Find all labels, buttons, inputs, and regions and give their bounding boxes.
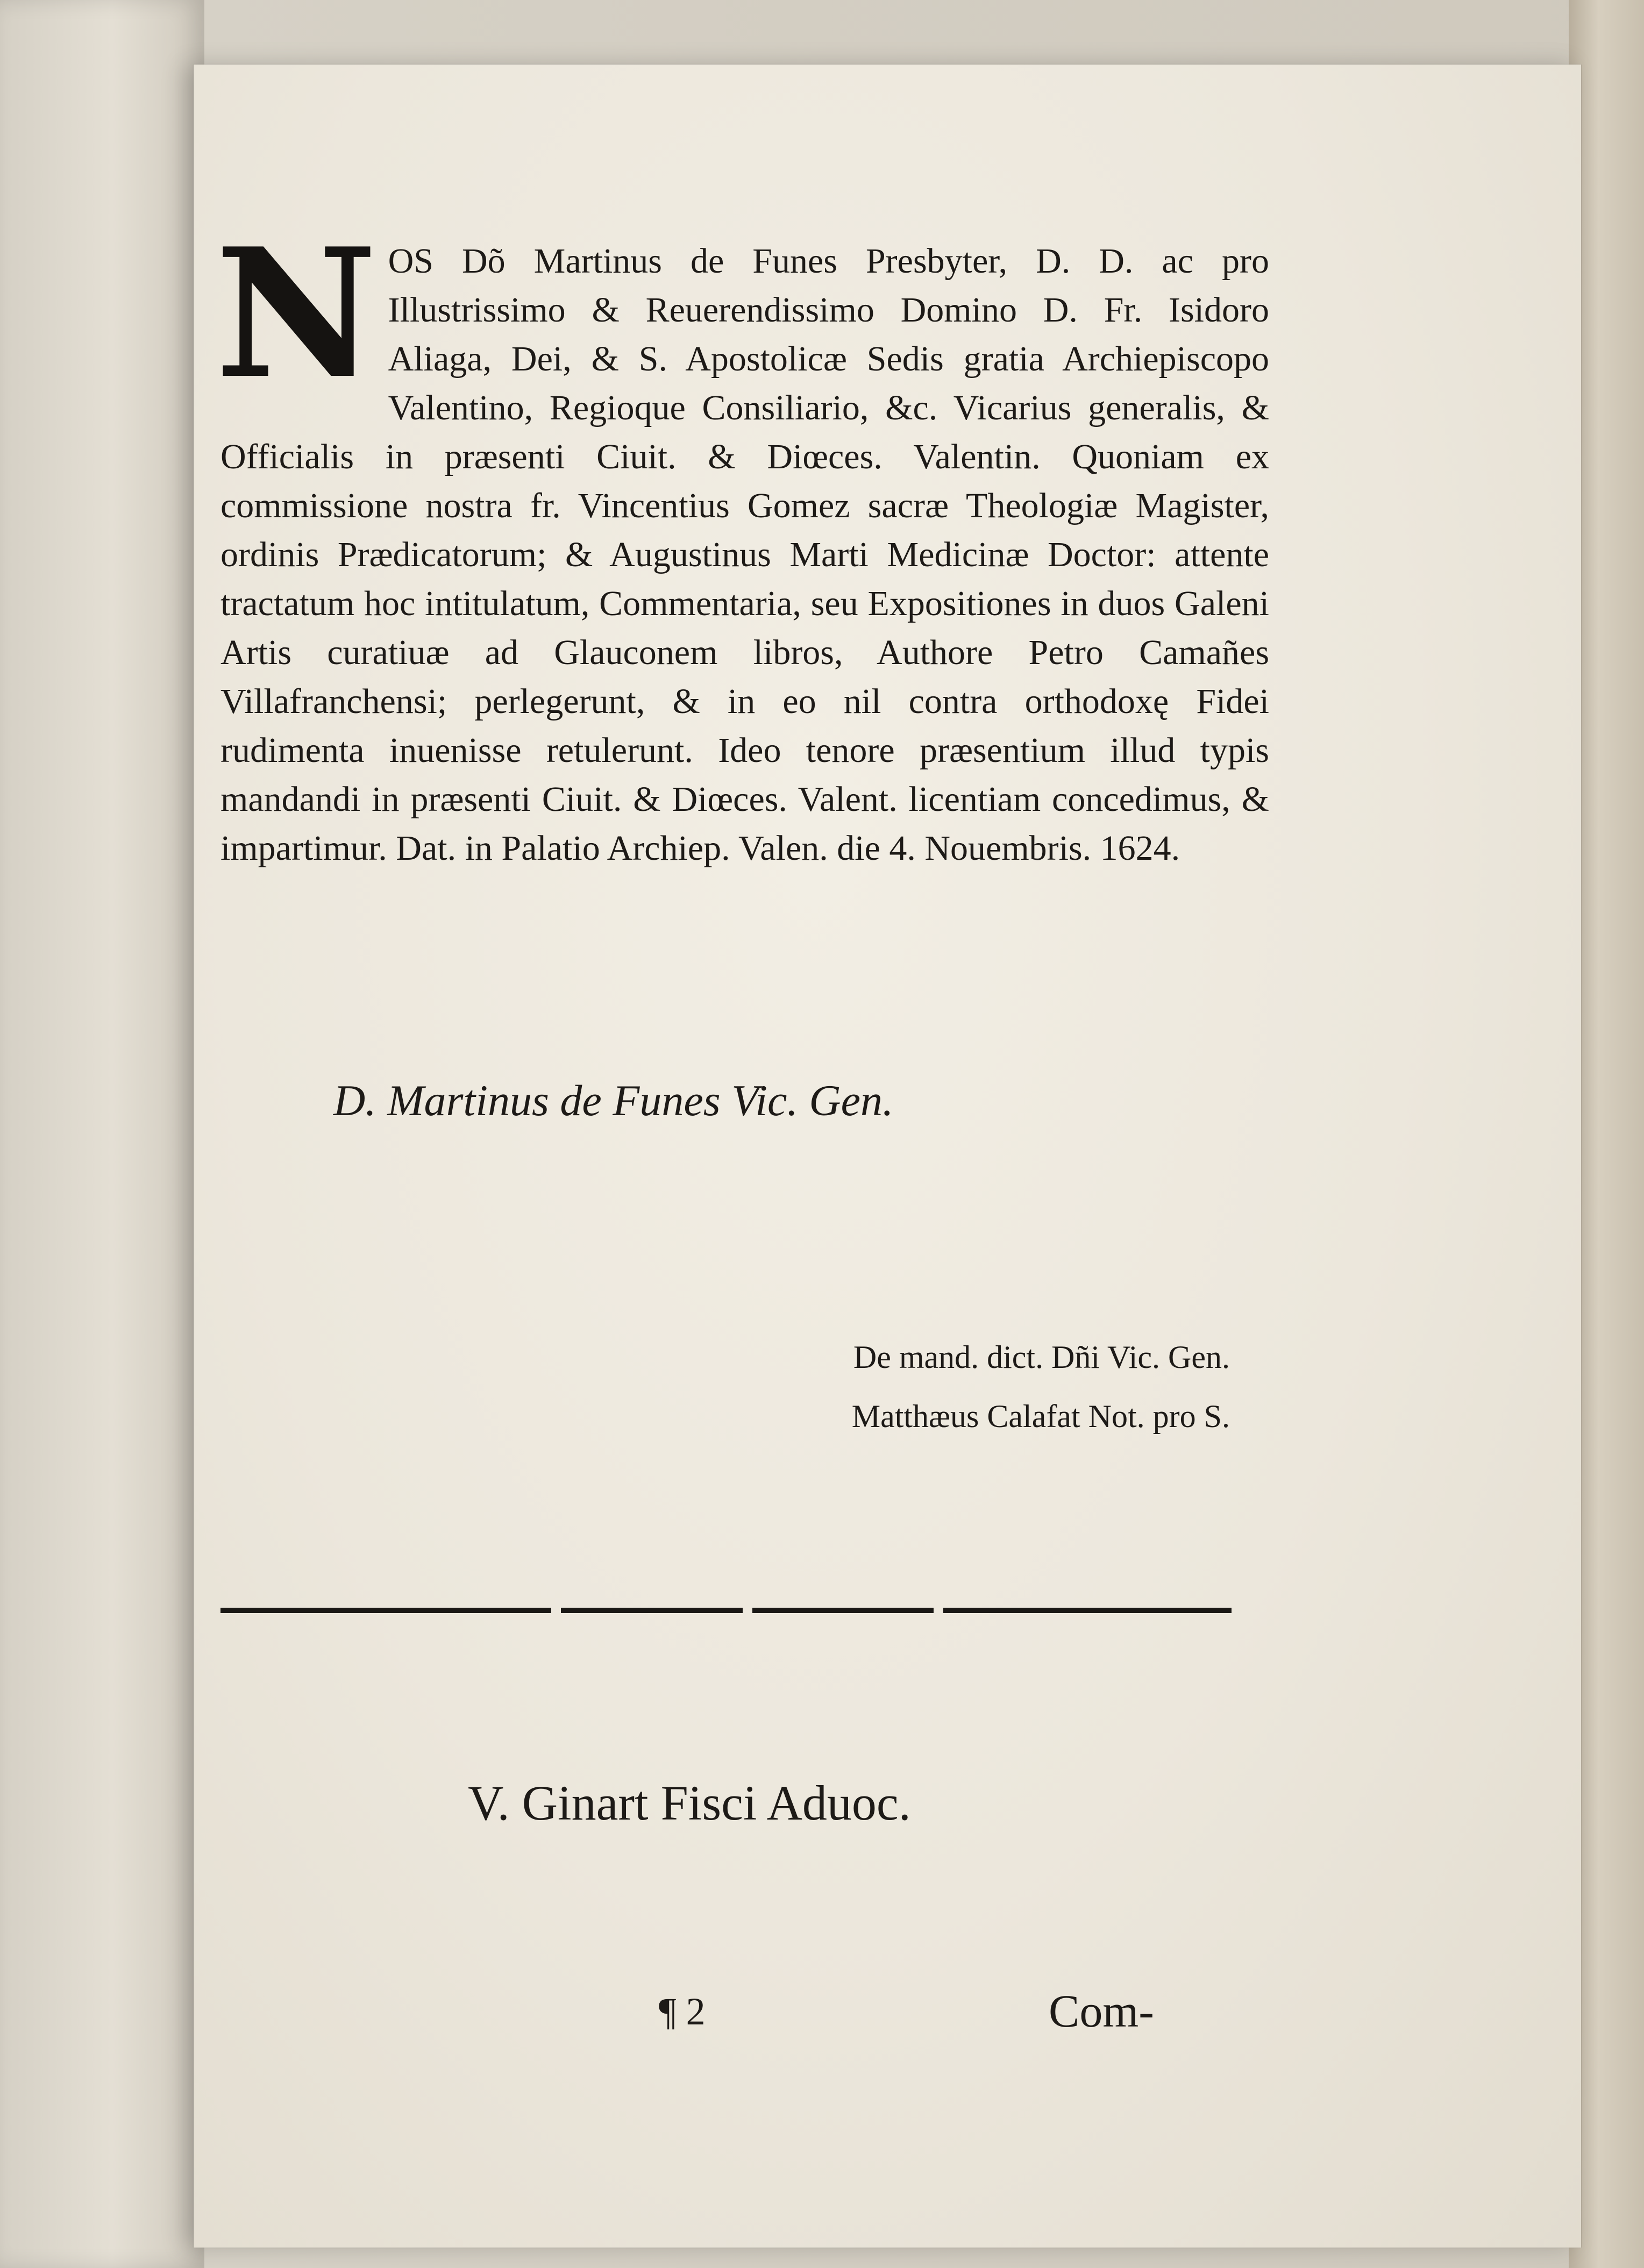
rule-segment — [220, 1608, 551, 1613]
license-text-block — [215, 209, 1269, 873]
signature-mark: ¶ 2 — [659, 1990, 706, 2033]
rule-segment — [943, 1608, 1232, 1613]
rule-segment — [561, 1608, 742, 1613]
facing-page-left — [0, 0, 204, 2268]
mandate-line: De mand. dict. Dñi Vic. Gen. — [853, 1339, 1230, 1375]
advocate-line: V. Ginart Fisci Aduoc. — [468, 1775, 911, 1830]
catchword: Com- — [1049, 1985, 1154, 2037]
license-paragraph: OS Dõ Martinus de Funes Presbyter, D. D. ac pro Illustrissimo & Reuerendissimo Domino D. Fr. Isidoro Aliaga, Dei, & S. Apostolicæ Sedis gratia Archiepiscopo Valentino, Regioque Consiliario, &c. Vicarius generalis, & Officialis in præsenti Ciuit. & Diœces. Valentin. Quoniam ex commissione nostra fr. Vincentius Gomez sacræ Theologiæ Magister, ordinis Prædicatorum; & Augustinus Marti Medicinæ Doctor: attente tractatum hoc intitulatum, Commentaria, seu Expositiones in duos Galeni Artis curatiuæ ad Glauconem libros, Authore Petro Camañes Villafranchensi; perlegerunt, & in eo nil contra orthodoxę Fidei rudimenta inuenisse retulerunt. Ideo tenore præsentium illud typis mandandi in præsenti Ciuit. & Diœces. Valent. licentiam concedimus, & impartimur. Dat. in Palatio Archiep. Valen. die 4. Nouembris. 1624. — [220, 241, 1269, 868]
notary-line: Matthæus Calafat Not. pro S. — [851, 1399, 1230, 1434]
separator-rule — [220, 1608, 1232, 1615]
vicar-signature: D. Martinus de Funes Vic. Gen. — [333, 1076, 894, 1125]
drop-cap: N — [215, 209, 378, 418]
rule-segment — [752, 1608, 934, 1613]
